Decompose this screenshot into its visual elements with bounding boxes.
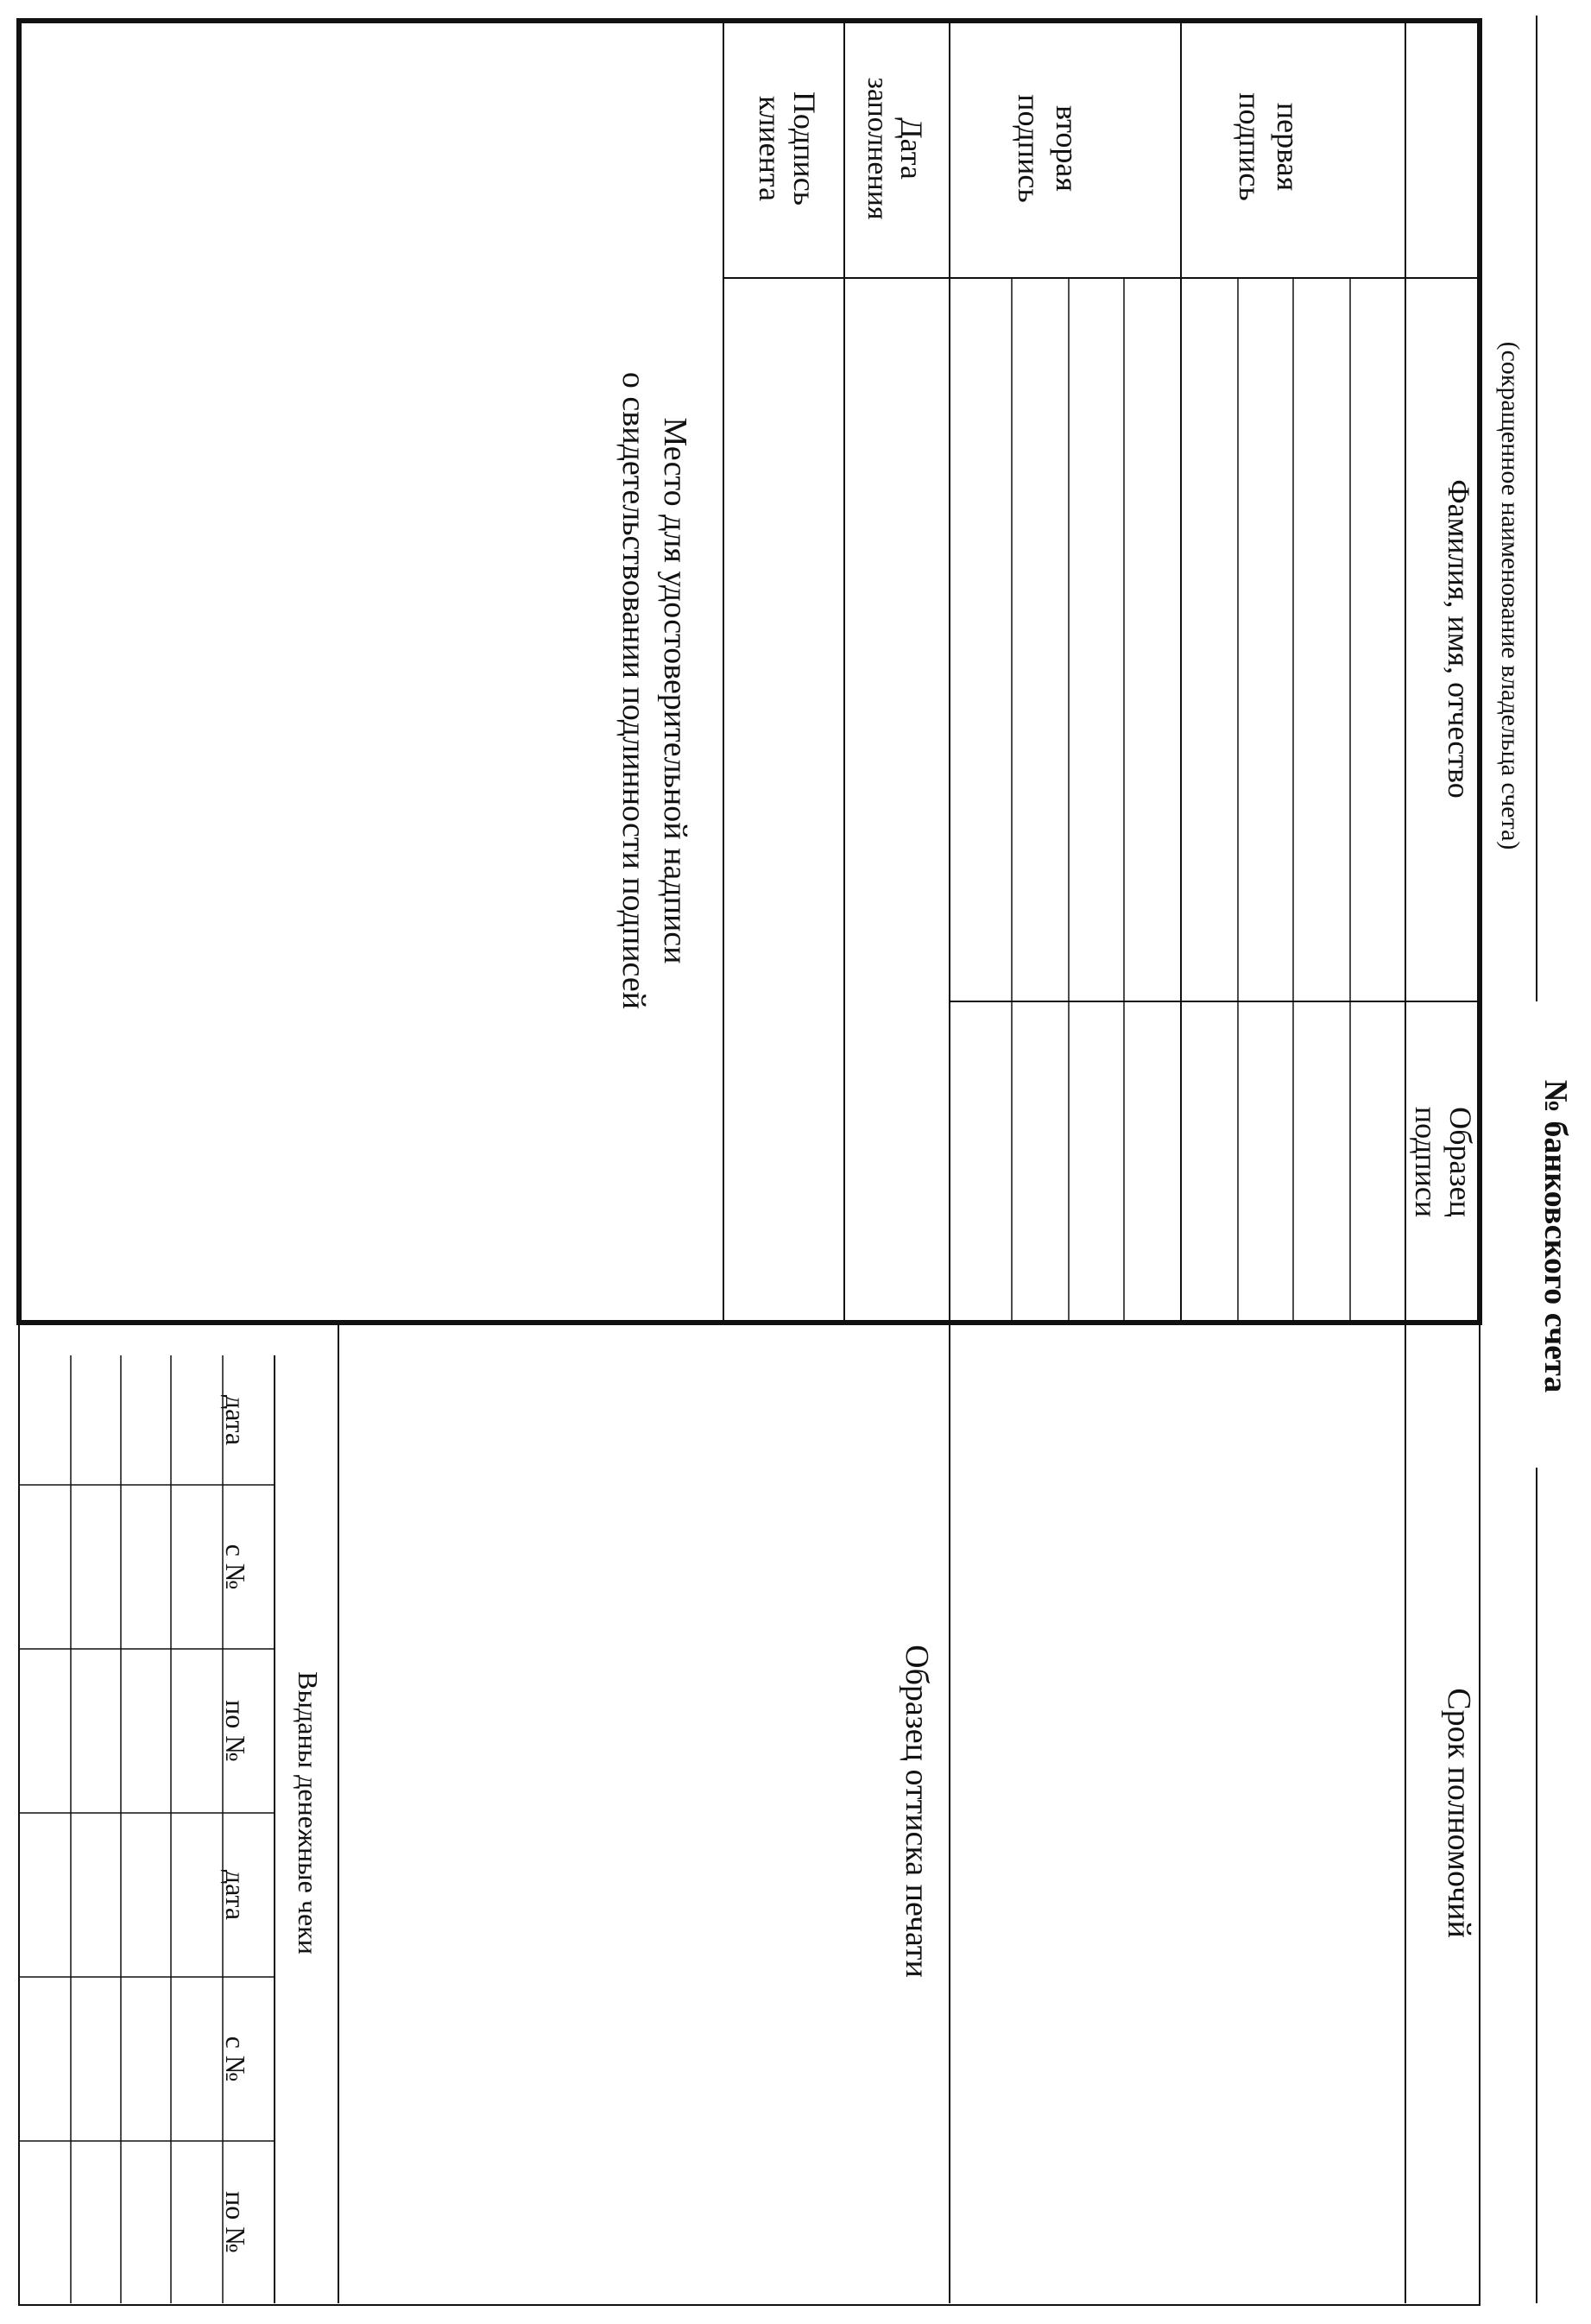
full-name-header: Фамилия, имя, отчество <box>1442 479 1476 799</box>
cheques-title: Выданы денежные чеки <box>293 1671 324 1955</box>
cheque-col-header-1: дата <box>220 1394 251 1446</box>
fill-date-label-1: Дата <box>894 117 929 180</box>
main-form-border <box>19 21 1480 1323</box>
first-signature-label-1: первая <box>1271 102 1305 192</box>
second-signature-label-1: вторая <box>1050 105 1084 192</box>
client-signature-label-1: Подпись <box>787 91 822 206</box>
certification-place-line-1: Место для удостоверительной надписи <box>657 417 693 964</box>
client-signature-label-2: клиента <box>753 95 787 202</box>
first-signature-label-2: подпись <box>1233 92 1267 201</box>
cheque-col-header-2: с № <box>220 1544 251 1590</box>
authority-term-header: Срок полномочий <box>1441 1688 1477 1938</box>
signature-sample-header-1: Образец <box>1443 1107 1478 1217</box>
fill-date-label-2: заполнения <box>862 77 893 220</box>
seal-sample-label: Образец оттиска печати <box>899 1645 935 1978</box>
second-signature-label-2: подпись <box>1012 94 1046 203</box>
lower-form-border <box>19 1323 1480 2305</box>
signature-sample-header-2: подписи <box>1409 1106 1443 1218</box>
owner-name-caption: (сокращенное наименование владельца счета) <box>1496 341 1525 850</box>
cheque-col-header-3: по № <box>220 1700 251 1762</box>
account-number-label: № банковского счета <box>1537 1079 1574 1393</box>
cheque-col-header-4: дата <box>220 1869 251 1921</box>
certification-place-line-2: о свидетельствовании подлинности подписей <box>616 371 652 1010</box>
cheque-col-header-6: по № <box>220 2191 251 2253</box>
cheque-col-header-5: с № <box>220 2036 251 2082</box>
